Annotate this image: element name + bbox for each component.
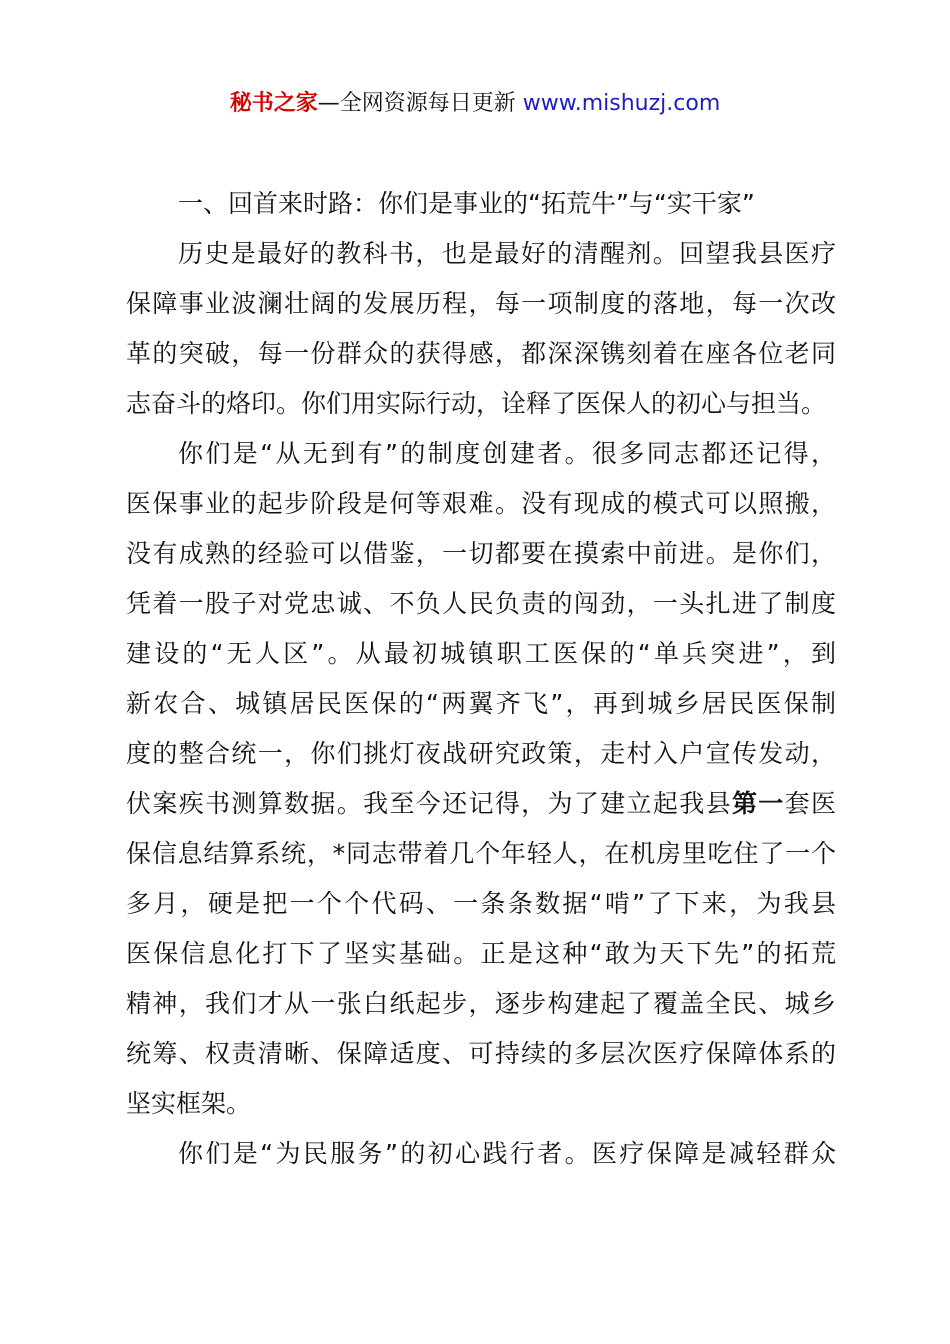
paragraph-line: 坚实框架。 bbox=[126, 1089, 252, 1118]
paragraph-line bbox=[126, 786, 836, 836]
header-tagline: —全网资源每日更新 bbox=[317, 91, 523, 116]
paragraph-line: 保障事业波澜壮阔的发展历程，每一项制度的落地，每一次改 bbox=[126, 289, 836, 318]
paragraph-line: 统筹、权责清晰、保障适度、可持续的多层次医疗保障体系的 bbox=[126, 1039, 836, 1068]
paragraph-line: 革的突破，每一份群众的获得感，都深深镌刻着在座各位老同 bbox=[126, 339, 836, 368]
paragraph-line: 度的整合统一，你们挑灯夜战研究政策，走村入户宣传发动， bbox=[126, 739, 836, 768]
line-text: 套医 bbox=[784, 789, 836, 818]
paragraph-line: 多月，硬是把一个个代码、一条条数据“啃”了下来，为我县 bbox=[126, 889, 836, 918]
paragraph-line: 志奋斗的烙印。你们用实际行动，诠释了医保人的初心与担当。 bbox=[126, 389, 827, 418]
brand-name: 秘书之家 bbox=[229, 91, 318, 116]
paragraph-line: 凭着一股子对党忠诚、不负人民负责的闯劲，一头扎进了制度 bbox=[126, 589, 836, 618]
paragraph-line: 医保事业的起步阶段是何等艰难。没有现成的模式可以照搬， bbox=[126, 489, 836, 518]
header-url[interactable]: www.mishuzj.com bbox=[522, 91, 721, 116]
section-heading: 一、回首来时路：你们是事业的“拓荒牛”与“实干家” bbox=[178, 189, 755, 218]
paragraph-line: 医保信息化打下了坚实基础。正是这种“敢为天下先”的拓荒 bbox=[126, 939, 836, 968]
document-body bbox=[126, 236, 836, 1186]
paragraph-line: 没有成熟的经验可以借鉴，一切都要在摸索中前进。是你们， bbox=[126, 539, 836, 568]
paragraph-line: 历史是最好的教科书，也是最好的清醒剂。回望我县医疗 bbox=[178, 239, 836, 268]
bold-emphasis: 第一 bbox=[731, 789, 785, 818]
paragraph-line: 建设的“无人区”。从最初城镇职工医保的“单兵突进”，到 bbox=[126, 639, 836, 668]
paragraph-line: 精神，我们才从一张白纸起步，逐步构建起了覆盖全民、城乡 bbox=[126, 989, 836, 1018]
paragraph-line: 保信息结算系统，*同志带着几个年轻人，在机房里吃住了一个 bbox=[126, 839, 836, 868]
paragraph-line: 你们是“为民服务”的初心践行者。医疗保障是减轻群众 bbox=[178, 1139, 836, 1168]
page-header bbox=[0, 88, 950, 120]
line-text: 伏案疾书测算数据。我至今还记得，为了建立起我县 bbox=[126, 789, 732, 818]
paragraph-line: 新农合、城镇居民医保的“两翼齐飞”，再到城乡居民医保制 bbox=[126, 689, 836, 718]
paragraph-line: 你们是“从无到有”的制度创建者。很多同志都还记得， bbox=[178, 439, 836, 468]
